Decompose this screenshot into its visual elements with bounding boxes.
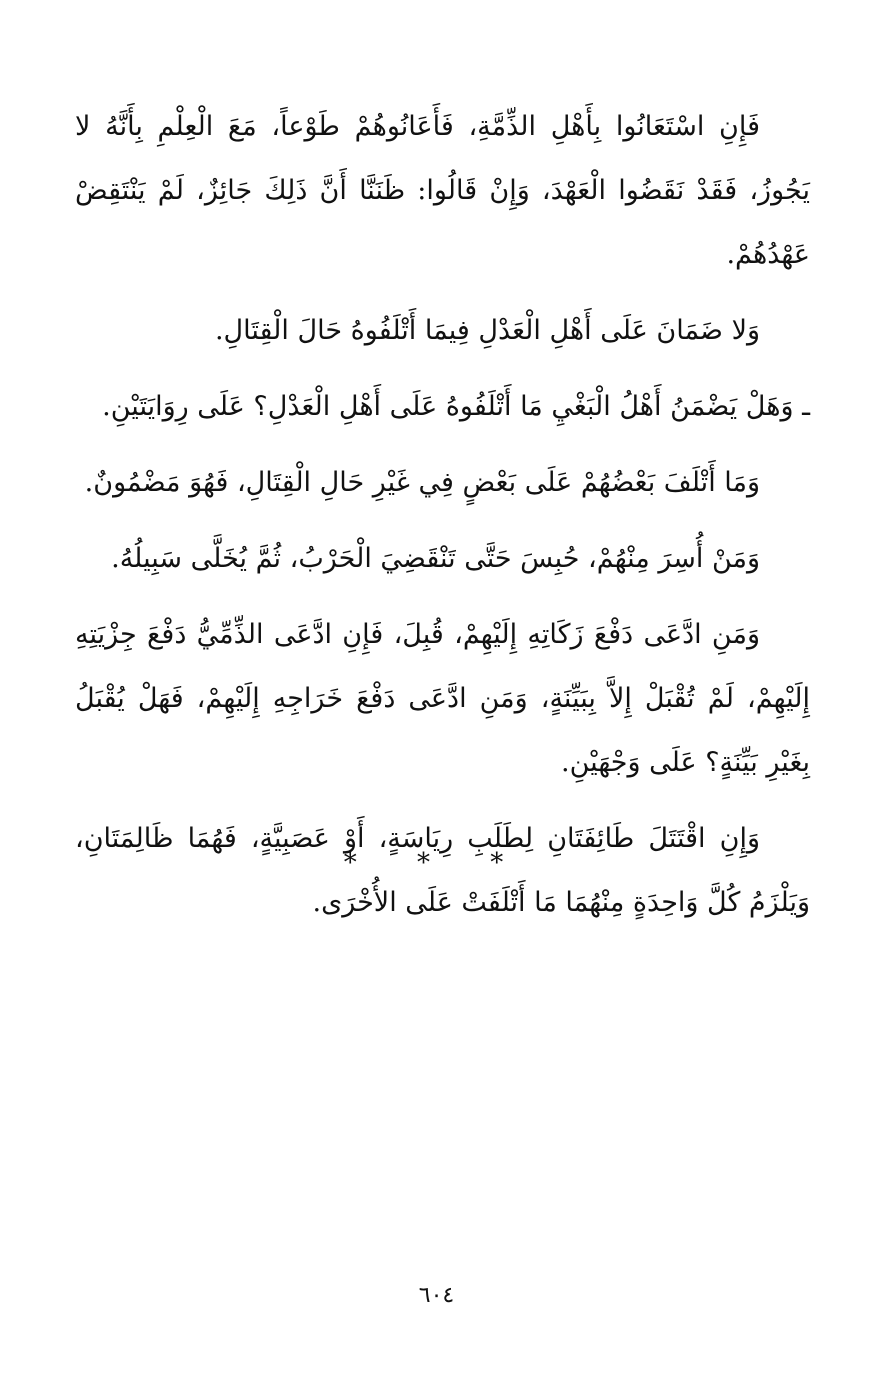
- paragraph-4: وَمَا أَتْلَفَ بَعْضُهُمْ عَلَى بَعْضٍ فِي غَيْرِ حَالِ الْقِتَالِ، فَهُوَ مَضْمُونٌ.: [84, 467, 760, 498]
- paragraph-1: فَإِنِ اسْتَعَانُوا بِأَهْلِ الذِّمَّةِ، فَأَعَانُوهُمْ طَوْعاً، مَعَ الْعِلْمِ بِأَنَّهُ لا يَجُوزُ، فَقَدْ نَقَضُوا الْعَهْدَ، وَإِنْ قَالُوا: ظَنَنَّا أَنَّ ذَلِكَ جَائِزٌ، لَمْ يَنْتَقِضْ عَهْدُهُمْ.: [75, 111, 810, 270]
- paragraph-5: وَمَنْ أُسِرَ مِنْهُمْ، حُبِسَ حَتَّى تَنْقَضِيَ الْحَرْبُ، ثُمَّ يُخَلَّى سَبِيلُهُ.: [111, 543, 760, 574]
- page-number: ٦٠٤: [418, 1283, 455, 1308]
- section-separator: * * *: [343, 848, 530, 878]
- paragraph-3: ـ وَهَلْ يَضْمَنُ أَهْلُ الْبَغْيِ مَا أَتْلَفُوهُ عَلَى أَهْلِ الْعَدْلِ؟ عَلَى رِوَايَتَيْنِ.: [102, 391, 810, 422]
- page-body: [75, 95, 810, 947]
- paragraph-6: وَمَنِ ادَّعَى دَفْعَ زَكَاتِهِ إِلَيْهِمْ، قُبِلَ، فَإِنِ ادَّعَى الذِّمِّيُّ دَفْعَ جِزْيَتِهِ إِلَيْهِمْ، لَمْ تُقْبَلْ إِلاَّ بِبَيِّنَةٍ، وَمَنِ ادَّعَى دَفْعَ خَرَاجِهِ إِلَيْهِمْ، فَهَلْ يُقْبَلُ بِغَيْرِ بَيِّنَةٍ؟ عَلَى وَجْهَيْنِ.: [75, 619, 810, 778]
- paragraph-2: وَلا ضَمَانَ عَلَى أَهْلِ الْعَدْلِ فِيمَا أَتْلَفُوهُ حَالَ الْقِتَالِ.: [214, 315, 760, 346]
- paragraph-7: وَإِنِ اقْتَتَلَ طَائِفَتَانِ لِطَلَبِ رِيَاسَةٍ، أَوْ عَصَبِيَّةٍ، فَهُمَا ظَالِمَتَانِ، وَيَلْزَمُ كُلَّ وَاحِدَةٍ مِنْهُمَا مَا أَتْلَفَتْ عَلَى الأُخْرَى.: [75, 823, 810, 918]
